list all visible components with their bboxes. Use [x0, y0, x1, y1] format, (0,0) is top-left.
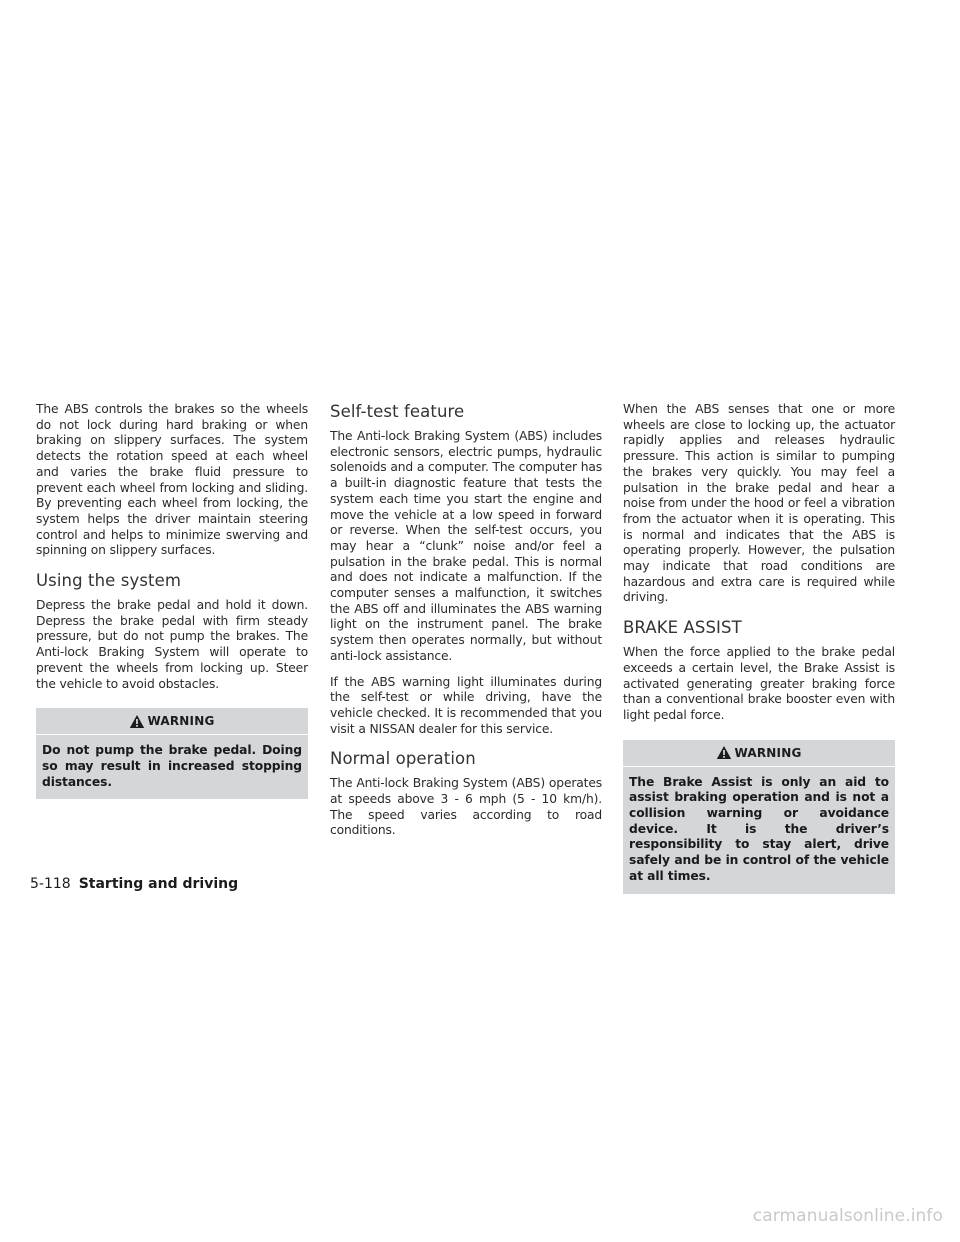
brake-assist-heading: BRAKE ASSIST — [623, 618, 742, 638]
warning-triangle-icon — [129, 714, 145, 729]
using-system-heading: Using the system — [36, 571, 182, 591]
warning-label: WARNING — [734, 745, 802, 760]
warning-box-pump — [36, 708, 308, 799]
warning-label: WARNING — [147, 714, 215, 729]
warning-body — [36, 735, 308, 799]
warning-body — [623, 767, 895, 894]
brake-assist-paragraph: When the force applied to the brake pedal exceeds a certain level, the Brake Assist is activated generating greater braking force than a conventional brake booster even with light pedal force. — [623, 645, 895, 722]
normal-operation-heading: Normal operation — [330, 749, 476, 769]
page-number: 5-118 — [30, 876, 71, 892]
warning-box-brake-assist — [623, 740, 895, 894]
page-footer — [30, 876, 238, 892]
warning-header — [36, 708, 308, 734]
self-test-paragraph-1: The Anti-lock Braking System (ABS) includes electronic sensors, electric pumps, hydraulic solenoids and a computer. The computer has a built-in diagnostic feature that tests the system each time you start the engine and move the vehicle at a low speed in forward or reverse. When the self-test occurs, you may hear a “clunk” noise and/or feel a pulsation in the brake pedal. This is normal and does not indicate a malfunction. If the computer senses a malfunction, it switches the ABS off and illuminates the ABS warning light on the instrument panel. The brake system then operates normally, but without anti-lock assistance. — [330, 429, 602, 663]
using-system-paragraph: Depress the brake pedal and hold it down. Depress the brake pedal with firm steady pressure, but do not pump the brakes. The Anti-lock Braking System will operate to prevent the wheels from locking up. Steer the vehicle to avoid obstacles. — [36, 598, 308, 691]
warning-text: Do not pump the brake pedal. Doing so may result in increased stopping distances. — [42, 743, 302, 789]
column-1 — [36, 402, 308, 799]
warning-text: The Brake Assist is only an aid to assist braking operation and is not a collision warning or avoidance device. It is the driver’s responsibility to stay alert, drive safely and be in control of the vehicle at all times. — [629, 774, 889, 883]
column-3 — [623, 402, 895, 894]
section-title: Starting and driving — [78, 876, 239, 892]
abs-intro-paragraph: The ABS controls the brakes so the wheels do not lock during hard braking or when braking on slippery surfaces. The system detects the rotation speed at each wheel and varies the brake fluid pressure to prevent each wheel from locking and sliding. By preventing each wheel from locking, the system helps the driver maintain steering control and helps to minimize swerving and spinning on slippery surfaces. — [36, 402, 308, 558]
warning-header — [623, 740, 895, 766]
column-2 — [330, 402, 602, 849]
watermark: carmanualsonline.info — [752, 1206, 943, 1226]
abs-senses-paragraph: When the ABS senses that one or more wheels are close to locking up, the actuator rapidly applies and releases hydraulic pressure. This action is similar to pumping the brakes very quickly. You may feel a pulsation in the brake pedal and hear a noise from under the hood or feel a vibration from the actuator when it is operating. This is normal and indicates that the ABS is operating properly. However, the pulsation may indicate that road conditions are hazardous and extra care is required while driving. — [623, 402, 895, 605]
self-test-heading: Self-test feature — [330, 402, 465, 421]
self-test-paragraph-2: If the ABS warning light illuminates during the self-test or while driving, have the vehicle checked. It is recommended that you visit a NISSAN dealer for this service. — [330, 674, 602, 736]
normal-operation-paragraph: The Anti-lock Braking System (ABS) operates at speeds above 3 - 6 mph (5 - 10 km/h). The speed varies according to road conditions. — [330, 776, 602, 838]
warning-triangle-icon — [716, 745, 732, 760]
